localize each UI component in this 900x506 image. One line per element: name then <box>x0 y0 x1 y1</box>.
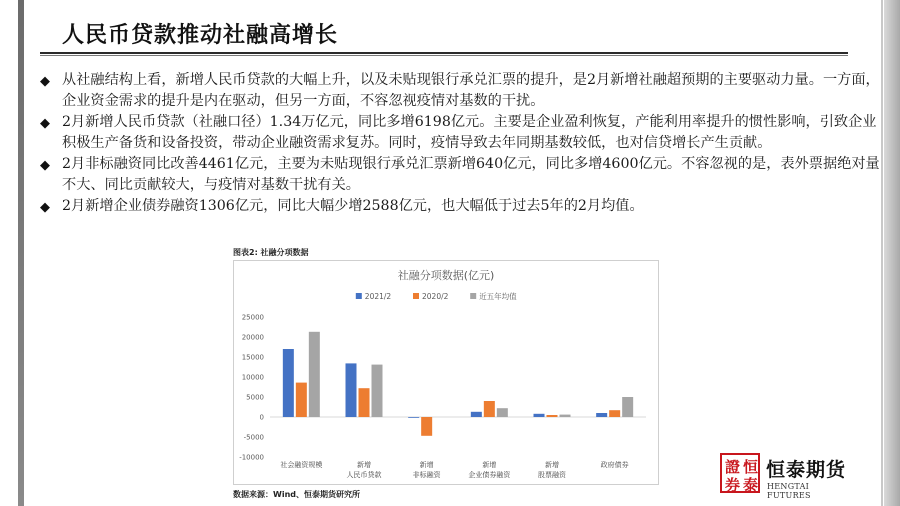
bullet-text: 2月非标融资同比改善4461亿元，主要为未贴现银行承兑汇票新增640亿元，同比多增4600亿元。不容忽视的是，表外票据绝对量不大、同比贡献较大，与疫情对基数干扰有关。 <box>62 156 880 193</box>
bar <box>547 415 558 417</box>
chart-title: 社融分项数据(亿元) <box>397 269 495 282</box>
company-name-cn: 恒泰期货 <box>766 459 847 481</box>
x-tick-label: 新增 <box>482 461 497 469</box>
legend-label: 近五年均值 <box>479 292 517 301</box>
diamond-bullet-icon: ◆ <box>40 200 50 215</box>
x-tick-label: 社会融资规模 <box>280 461 323 469</box>
bar <box>283 349 294 417</box>
seal-char: 恒 <box>743 458 759 476</box>
bar <box>497 408 508 417</box>
bullet-item <box>40 112 885 153</box>
y-tick-label: 0 <box>259 413 264 422</box>
legend-label: 2021/2 <box>364 292 392 301</box>
slide-title: 人民币贷款推动社融高增长 <box>62 23 339 48</box>
bullet-item <box>40 154 885 195</box>
bullet-item <box>40 196 885 217</box>
x-tick-label: 人民币贷款 <box>346 471 382 479</box>
chart-caption: 图表2: 社融分项数据 <box>233 248 309 257</box>
data-source: 数据来源：Wind、恒泰期货研究所 <box>233 490 360 499</box>
bar <box>296 383 307 417</box>
legend-swatch <box>356 293 362 299</box>
seal-char: 證 <box>725 458 741 476</box>
diamond-bullet-icon: ◆ <box>40 116 50 131</box>
bar <box>408 417 419 418</box>
x-tick-label: 企业债券融资 <box>468 471 511 479</box>
bullet-list <box>40 70 885 218</box>
bullet-text: 2月新增企业债券融资1306亿元，同比大幅少增2588亿元，也大幅低于过去5年的2月均值。 <box>62 198 644 214</box>
bar <box>622 397 633 417</box>
seal-char: 泰 <box>743 476 759 494</box>
diamond-bullet-icon: ◆ <box>40 74 50 89</box>
x-tick-label: 新增 <box>419 461 434 469</box>
x-tick-label: 新增 <box>357 461 371 469</box>
bullet-item <box>40 70 885 111</box>
right-decor-bar <box>884 0 900 506</box>
legend-swatch <box>413 293 419 299</box>
x-tick-label: 非标融资 <box>412 471 441 479</box>
bar <box>372 365 383 417</box>
bar <box>534 414 545 417</box>
chart-frame <box>233 260 659 485</box>
bar <box>309 332 320 417</box>
bar <box>421 417 432 436</box>
company-logo <box>720 453 850 500</box>
bar <box>609 410 620 417</box>
bar <box>596 413 607 417</box>
company-name-en: HENGTAI FUTURES <box>767 482 811 500</box>
legend-swatch <box>470 293 476 299</box>
x-tick-label: 股票融资 <box>538 471 566 479</box>
left-decor-bar <box>18 0 24 506</box>
seal-icon <box>720 453 760 493</box>
legend-label: 2020/2 <box>422 292 449 301</box>
y-tick-label: 15000 <box>241 353 264 362</box>
bar-chart <box>234 261 658 484</box>
y-tick-label: 10000 <box>241 373 264 382</box>
bar <box>471 412 482 417</box>
y-tick-label: 5000 <box>246 393 264 402</box>
bar <box>484 401 495 417</box>
bar <box>346 363 357 417</box>
bar <box>560 415 571 417</box>
x-tick-label: 新增 <box>545 461 559 469</box>
y-tick-label: -10000 <box>239 453 264 462</box>
seal-char: 券 <box>725 476 741 494</box>
title-underline-thin <box>40 55 848 56</box>
x-tick-label: 政府债券 <box>600 461 629 469</box>
y-tick-label: -5000 <box>243 433 264 442</box>
y-tick-label: 25000 <box>241 313 264 322</box>
title-underline <box>40 52 848 54</box>
bar <box>359 388 370 417</box>
bullet-text: 从社融结构上看，新增人民币贷款的大幅上升，以及未贴现银行承兑汇票的提升，是2月新增社融超预期的主要驱动力量。一方面，企业资金需求的提升是内在驱动，但另一方面，不容忽视疫情对基数的干扰。 <box>62 72 880 109</box>
diamond-bullet-icon: ◆ <box>40 158 50 173</box>
bullet-text: 2月新增人民币贷款（社融口径）1.34万亿元，同比多增6198亿元。主要是企业盈利恢复，产能利用率提升的惯性影响，引致企业积极生产备货和设备投资，带动企业融资需求复苏。同时，疫情导致去年同期基数较低，也对信贷增长产生贡献。 <box>62 114 877 151</box>
y-tick-label: 20000 <box>241 333 264 342</box>
